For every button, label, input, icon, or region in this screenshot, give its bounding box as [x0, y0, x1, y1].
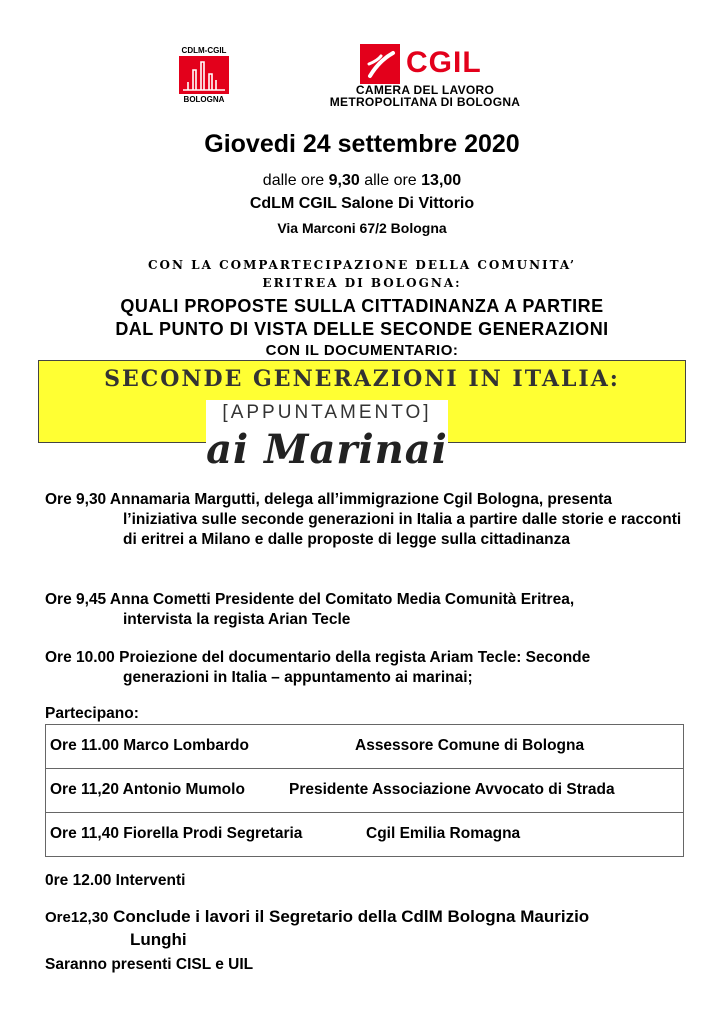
event-venue: CdLM CGIL Salone Di Vittorio: [249, 195, 475, 212]
collab-line-1: CON LA COMPARTECIPAZIONE DELLA COMUNITA’: [148, 258, 576, 272]
participant-time-name: Ore 11.00 Marco Lombardo: [50, 737, 249, 754]
cgil-logo: [300, 44, 550, 110]
participants-table: [45, 724, 684, 857]
conclusion-text: Conclude i lavori il Segretario della CdlM Bologna Maurizio: [108, 907, 590, 926]
bologna-towers-icon: [179, 56, 229, 94]
program-item-first: Ore 9,45 Anna Cometti Presidente del Comitato Media Comunità Eritrea,: [45, 591, 575, 608]
question-line-1: QUALI PROPOSTE SULLA CITTADINANZA A PARTIRE: [120, 296, 604, 316]
documentary-title: SECONDE GENERAZIONI IN ITALIA:: [104, 366, 620, 392]
cdlm-cgil-logo: [174, 46, 234, 106]
table-row: [46, 725, 683, 769]
participant-role: Assessore Comune di Bologna: [355, 737, 585, 754]
film-logo-top: [APPUNTAMENTO]: [222, 402, 432, 423]
question-line-2: DAL PUNTO DI VISTA DELLE SECONDE GENERAZIONI: [115, 319, 609, 339]
time-prefix: dalle ore: [262, 172, 329, 189]
table-row: [46, 769, 683, 813]
time-start: 9,30: [328, 172, 360, 189]
participant-time-name: Ore 11,20 Antonio Mumolo: [50, 781, 245, 798]
cgil-subtitle-1: CAMERA DEL LAVORO: [355, 83, 495, 97]
program-item-first: Ore 10.00 Proiezione del documentario della regista Ariam Tecle: Seconde: [45, 649, 591, 666]
program-item-rest: l’iniziativa sulle seconde generazioni in Italia a partire dalle storie e racconti di eritrei a Milano e dalle proposte di legge sulla cittadinanza: [123, 511, 682, 548]
film-logo: [206, 400, 448, 486]
cdlm-logo-bottom-text: BOLOGNA: [183, 95, 225, 104]
cgil-wordmark: CGIL: [406, 46, 482, 79]
event-time: [0, 172, 724, 190]
conclusion-text-cont: Lunghi: [130, 930, 187, 949]
program-item: [45, 590, 695, 630]
program-item-rest: intervista la regista Arian Tecle: [123, 611, 351, 628]
film-logo-script: ai Marinai: [206, 426, 448, 473]
table-row: [46, 813, 683, 856]
closing-note: Saranno presenti CISL e UIL: [45, 956, 254, 973]
cgil-flag-icon: [360, 44, 400, 84]
program-item-rest: generazioni in Italia – appuntamento ai marinai;: [123, 669, 473, 686]
conclusion-time: Ore12,30: [45, 909, 109, 926]
participant-role: Presidente Associazione Avvocato di Strada: [289, 781, 615, 798]
program-item-first: Ore 9,30 Annamaria Margutti, delega all’immigrazione Cgil Bologna, presenta: [45, 491, 613, 508]
cgil-subtitle-2: METROPOLITANA DI BOLOGNA: [329, 95, 521, 109]
documentary-intro: CON IL DOCUMENTARIO:: [265, 342, 459, 359]
program-item: [45, 490, 695, 550]
program-item: [45, 648, 695, 688]
time-mid: alle ore: [359, 172, 422, 189]
interventi-line: 0re 12.00 Interventi: [45, 872, 186, 889]
participants-heading: Partecipano:: [45, 705, 139, 722]
collab-line-2: ERITREA DI BOLOGNA:: [262, 276, 462, 290]
cdlm-logo-top-text: CDLM-CGIL: [181, 46, 227, 55]
event-address: Via Marconi 67/2 Bologna: [277, 220, 447, 236]
participant-time-name: Ore 11,40 Fiorella Prodi Segretaria: [50, 825, 303, 842]
event-date-title: Giovedi 24 settembre 2020: [204, 130, 520, 158]
participant-role: Cgil Emilia Romagna: [366, 825, 521, 842]
time-end: 13,00: [421, 172, 462, 189]
conclusion-line: [45, 906, 695, 951]
